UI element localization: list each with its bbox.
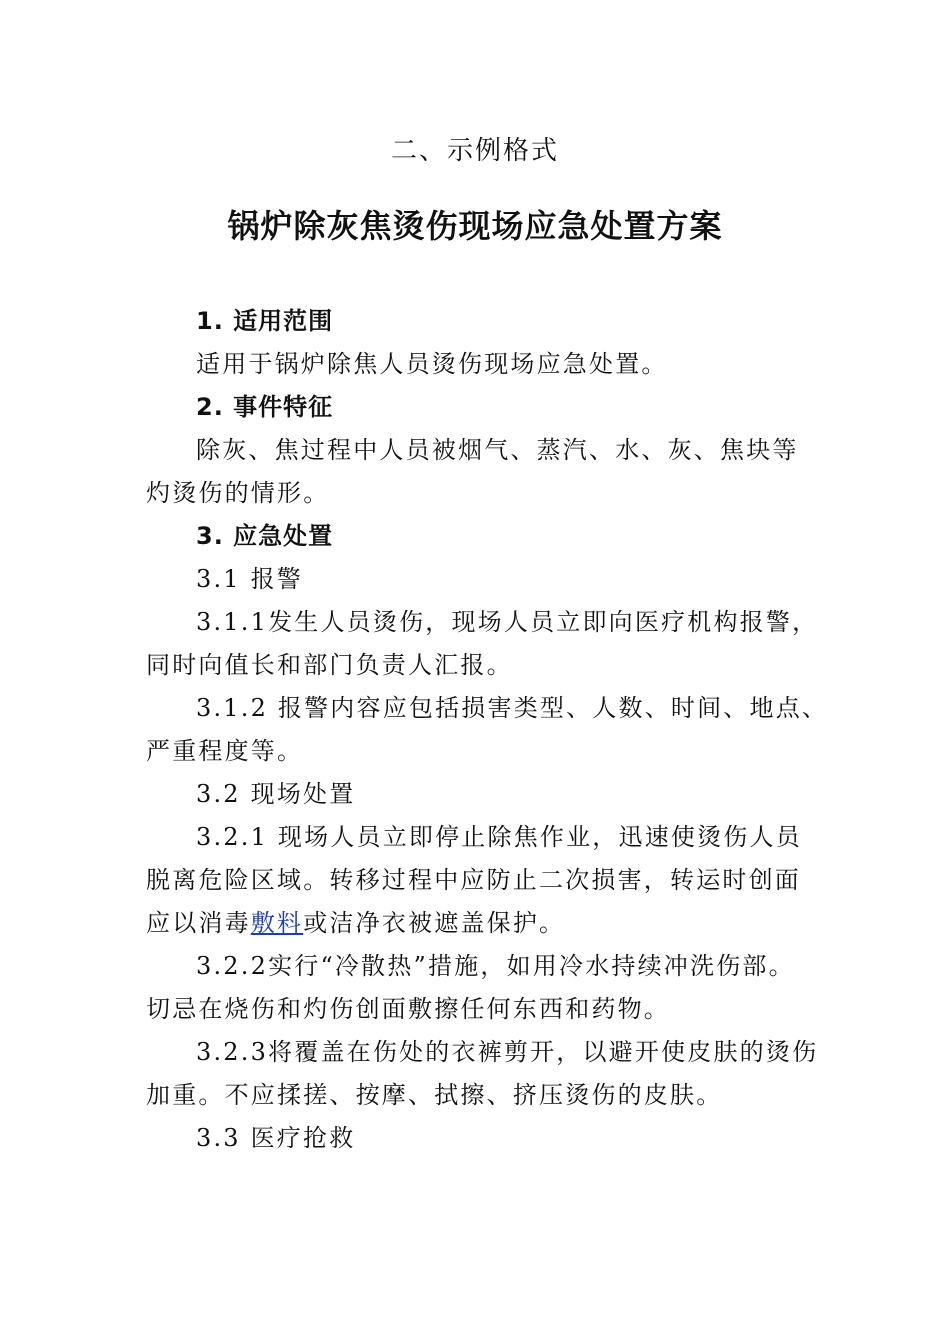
section-3-3-heading: 3.3 医疗抢救 [196, 1124, 356, 1152]
clause-3-2-1-line-2: 脱离危险区域。转移过程中应防止二次损害，转运时创面 [146, 866, 801, 894]
clause-3-2-1-line-1: 3.2.1 现场人员立即停止除焦作业，迅速使烫伤人员 [196, 823, 802, 851]
clause-3-2-1-text-post: 或洁净衣被遮盖保护。 [303, 909, 566, 937]
clause-3-1-1-line-1: 3.1.1发生人员烫伤，现场人员立即向医疗机构报警， [196, 608, 819, 636]
clause-3-2-3-line-1: 3.2.3将覆盖在伤处的衣裤剪开，以避开使皮肤的烫伤 [196, 1038, 819, 1066]
document-subtitle: 二、示例格式 [390, 136, 559, 166]
section-3-1-heading: 3.1 报警 [196, 565, 303, 593]
clause-3-2-3-line-2: 加重。不应揉搓、按摩、拭擦、挤压烫伤的皮肤。 [146, 1081, 723, 1109]
clause-3-1-1-line-2: 同时向值长和部门负责人汇报。 [146, 651, 513, 679]
dressing-link[interactable]: 敷料 [250, 909, 304, 937]
document-title: 锅炉除灰焦烫伤现场应急处置方案 [227, 207, 723, 245]
clause-3-1-2-line-2: 严重程度等。 [146, 737, 304, 765]
clause-3-2-1-line-3 [146, 907, 806, 939]
clause-3-2-1-text-pre: 应以消毒 [146, 909, 251, 937]
section-3-heading: 3. 应急处置 [196, 522, 334, 550]
clause-3-1-2-line-1: 3.1.2 报警内容应包括损害类型、人数、时间、地点、 [196, 694, 829, 722]
section-2-heading: 2. 事件特征 [196, 393, 334, 421]
clause-3-2-2-line-2: 切忌在烧伤和灼伤创面敷擦任何东西和药物。 [146, 995, 670, 1023]
section-1-heading: 1. 适用范围 [196, 307, 334, 335]
section-3-2-heading: 3.2 现场处置 [196, 780, 356, 808]
clause-3-2-2-line-1: 3.2.2实行“冷散热”措施，如用冷水持续冲洗伤部。 [196, 952, 795, 980]
section-1-text: 适用于锅炉除焦人员烫伤现场应急处置。 [196, 350, 668, 378]
section-2-text-line-1: 除灰、焦过程中人员被烟气、蒸汽、水、灰、焦块等 [196, 436, 799, 464]
section-2-text-line-2: 灼烫伤的情形。 [146, 479, 330, 507]
